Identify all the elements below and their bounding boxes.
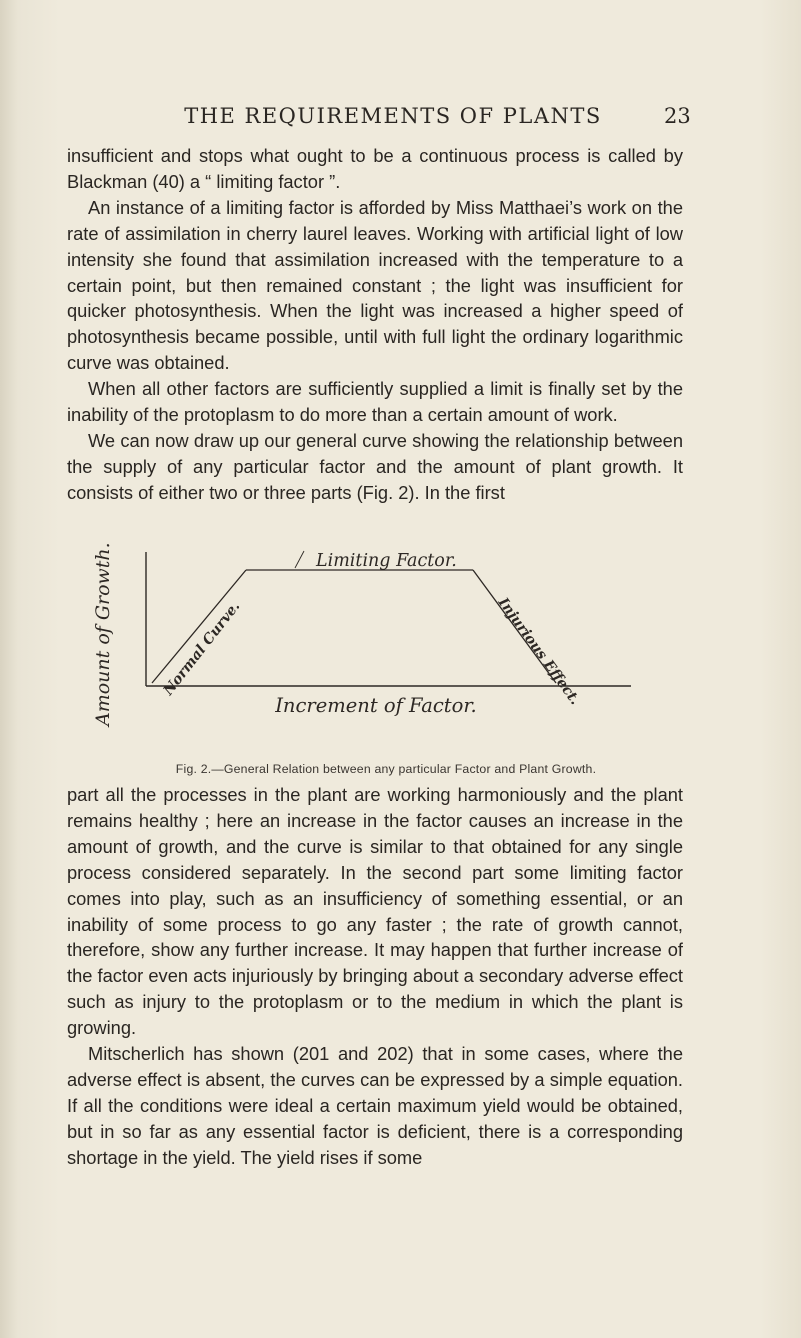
x-axis-label: Increment of Factor. (275, 694, 477, 717)
paragraph: When all other factors are sufficiently supplied a limit is finally set by the inability of the protoplasm to do more than a certain amount of work. (67, 378, 683, 426)
falling-label: Injurious Effect. (494, 594, 583, 708)
running-title: THE REQUIREMENTS OF PLANTS (184, 104, 602, 128)
rising-curve (152, 570, 246, 683)
paragraph: insufficient and stops what ought to be a continuous process is called by Blackman (40) a “ limiting factor ”. (67, 145, 683, 192)
body-text-bottom (67, 782, 683, 1171)
body-text-top (67, 143, 683, 506)
paragraph: We can now draw up our general curve showing the relationship between the supply of any particular factor and the amount of plant growth. It consists of either two or three parts (Fig. 2). In the first (67, 429, 683, 503)
y-axis-label: Amount of Growth. (92, 542, 114, 726)
page-number: 23 (664, 104, 691, 128)
page-header (0, 104, 801, 134)
plateau-label: Limiting Factor. (316, 551, 457, 571)
figure-caption: Fig. 2.—General Relation between any particular Factor and Plant Growth. (175, 762, 597, 776)
rising-label: Normal Curve. (160, 598, 244, 699)
paragraph: part all the processes in the plant are working harmoniously and the plant remains healthy ; here an increase in the factor causes an increase in the amount of growth, and the curve is similar to that obtained for any single process considered separately. In the second part some limiting factor comes into play, such as an insufficiency of something essential, or an inability of some process to go any faster ; the rate of growth cannot, therefore, show any further increase. It may happen that further increase of the factor even acts injuriously by bringing about a secondary adverse effect such as injury to the protoplasm or to the medium in which the plant is growing. (67, 784, 683, 1039)
paragraph: An instance of a limiting factor is afforded by Miss Matthaei’s work on the rate of assimilation in cherry laurel leaves. Working with artificial light of low intensity she found that assimilation increased with the temperature to a certain point, but then remained constant ; the light was insufficient for quicker photosynthesis. When the light was increased a higher speed of photosynthesis became possible, until with full light the ordinary logarithmic curve was obtained. (67, 196, 683, 374)
paragraph: Mitscherlich has shown (201 and 202) that in some cases, where the adverse effect is absent, the curves can be expressed by a simple equation. If all the conditions were ideal a certain maximum yield would be obtained, but in so far as any essential factor is deficient, there is a corresponding shortage in the yield. The yield rises if some (67, 1043, 683, 1168)
plateau-leader (295, 551, 304, 568)
growth-curve-diagram (66, 538, 706, 774)
figure-2 (66, 538, 706, 774)
